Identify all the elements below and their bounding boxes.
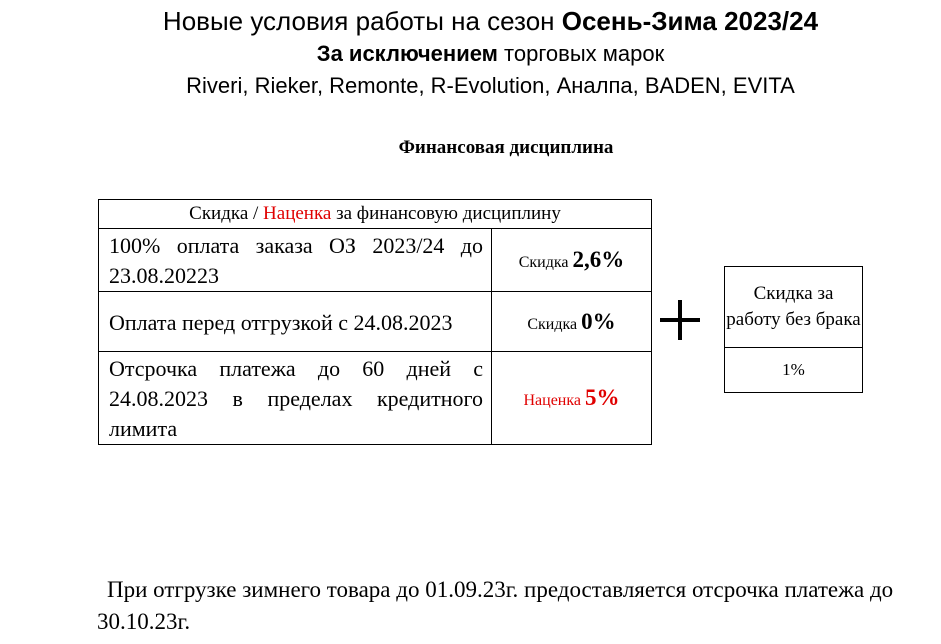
table-header-row: [99, 200, 652, 229]
exclusion-rest: торговых марок: [497, 41, 665, 66]
row-label: Скидка: [518, 254, 573, 271]
row-value-cell: [492, 229, 652, 292]
row-description: Оплата перед отгрузкой с 24.08.2023: [99, 292, 492, 352]
exclusion-line: [0, 41, 941, 67]
brands-line: Riveri, Rieker, Remonte, R-Evolution, Аналпа, BADEN, EVITA: [186, 73, 795, 98]
title-prefix: Новые условия работы на сезон: [162, 6, 562, 36]
row-value: 0%: [581, 308, 616, 334]
exclusion-bold: За исключением: [316, 41, 498, 66]
section-title: Финансовая дисциплина: [398, 137, 614, 158]
row-label: Скидка: [527, 315, 582, 333]
table-row: [99, 229, 652, 292]
side-discount-box: [724, 266, 863, 393]
plus-icon: [660, 300, 700, 340]
side-box-value: 1%: [725, 348, 863, 393]
side-box-title: Скидка за работу без брака: [725, 267, 863, 348]
header-suffix: за финансовую дисциплину: [331, 203, 561, 224]
row-value: 5%: [585, 385, 620, 410]
title-season: Осень-Зима 2023/24: [561, 6, 819, 36]
row-value-cell: [492, 352, 652, 445]
row-value: 2,6%: [572, 247, 625, 272]
table-row: [99, 292, 652, 352]
header-red: Наценка: [263, 203, 332, 224]
table-header-cell: [99, 200, 652, 229]
title-line: [0, 6, 941, 37]
table-row: [99, 352, 652, 445]
header-prefix: Скидка /: [189, 203, 264, 224]
footer-note: При отгрузке зимнего товара до 01.09.23г. предоставляется отсрочка платежа до 30.10.23г.: [97, 577, 894, 634]
row-label: Наценка: [523, 392, 585, 409]
discipline-table: [98, 199, 652, 445]
row-description: 100% оплата заказа ОЗ 2023/24 до 23.08.20223: [99, 229, 492, 292]
row-value-cell: [492, 292, 652, 352]
row-description: Отсрочка платежа до 60 дней с 24.08.2023 в пределах кредитного лимита: [99, 352, 492, 445]
